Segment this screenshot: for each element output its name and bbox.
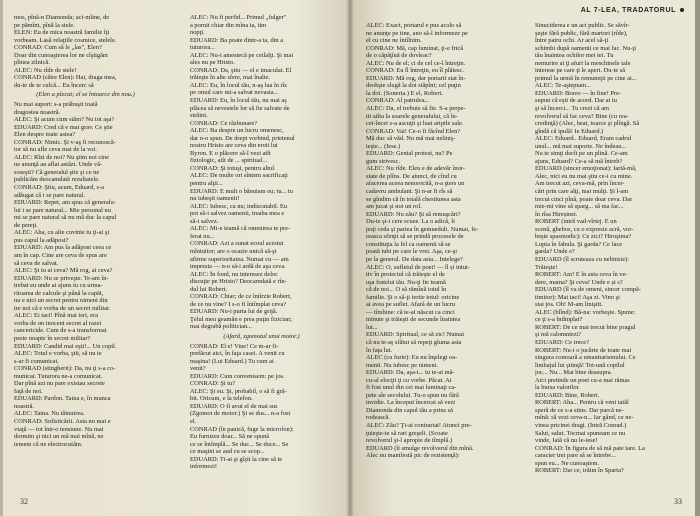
text-line: că de noi... O să rămînă totul în bbox=[366, 286, 447, 294]
text-line: bit. Oricum, e la telefon. bbox=[190, 395, 253, 403]
text-line: trebat eu unde ai ajuns tu cu urma- bbox=[14, 282, 103, 290]
text-line: cări prin care alţi, mai mulţi. Și l-am bbox=[535, 188, 629, 196]
text-line: străini. bbox=[190, 112, 208, 120]
text-line: adăugat că i se pare natural. bbox=[14, 191, 85, 199]
text-line: reasca sfinţit să se prindă procesele de bbox=[366, 233, 464, 241]
text-line: noastră. bbox=[14, 402, 35, 410]
text-line: în rîsa Hireșinei. bbox=[535, 210, 578, 218]
text-line: spun eu... Ne cunoaştem. bbox=[535, 459, 600, 467]
right-page-column-2 bbox=[535, 22, 680, 475]
text-line: ALEC: Eu, în locul tău, n-aş lua în rîs bbox=[190, 81, 287, 89]
text-line: fi fost unul din cei mai luminaţi ca- bbox=[366, 384, 457, 392]
text-line: tuturora... bbox=[190, 44, 216, 52]
text-line: nemurire ai ţi afuri la meschinele tale bbox=[535, 59, 631, 67]
text-line: EDUARD: Am pus la adăpost ceea ce bbox=[14, 244, 112, 252]
text-line: ALEC (cu furie): Eu nu înţelegi oa- bbox=[366, 354, 458, 362]
text-line: Aici pretinde un poet cu-a mai rămas bbox=[535, 376, 630, 384]
text-line: pîinea zilnică. bbox=[14, 59, 50, 67]
text-line: Mă duc să văd. Nu mă mai neliniş- bbox=[366, 135, 456, 143]
text-line: uşa fratelui tău. Nu-ţi fie teamă bbox=[366, 278, 446, 286]
text-line: dar n-o spun. De drept vorbind, prietenul bbox=[190, 134, 295, 142]
text-line: tău înaintea ochilor mei tei. Tu bbox=[535, 52, 614, 60]
text-line: dormim şi nici un mă mai mînă, ne bbox=[14, 433, 104, 441]
text-line: ALEC (blînd): Bă-na: vorbeşte. Spune: bbox=[535, 308, 636, 316]
text-line: EDUARD: Pardon. Taina e, în munca bbox=[14, 395, 111, 403]
text-line: ALEC: O, sufletul de poet! — îl și intui- bbox=[366, 263, 470, 271]
text-line: (Elen a plecat; el se întoarce din nou.) bbox=[36, 91, 135, 99]
text-line: tre noi că e vorba de un secret militar. bbox=[14, 304, 111, 312]
text-line: plăcea să nevestele lor să fie salvate de bbox=[190, 104, 290, 112]
text-line: ales nu pe Hristo. bbox=[190, 59, 235, 67]
text-line: ALEC: Nu rîde. Eleu e de adevăr înor- bbox=[366, 165, 465, 173]
text-line: venit? bbox=[190, 365, 206, 373]
text-line: pe la general. De data asta... Intelege? bbox=[366, 255, 463, 263]
text-line: ROBERT: De ce mai trecut bine pragul bbox=[535, 323, 636, 331]
text-line: ALEC: Şi acum cum stăm? Nu tot aşa? bbox=[14, 116, 115, 124]
text-line: ritoarea de calcule şi până la capăt, bbox=[14, 289, 104, 297]
text-line: şeşte fără public, fără martori (rîde), bbox=[535, 29, 628, 37]
text-line: cet-încet s-a ascuţit şi luat aripile sale. bbox=[366, 120, 464, 128]
text-line: publicăm deocamdată rezultatele. bbox=[14, 176, 100, 184]
text-line: am în cap. Cine are ceva de spus are bbox=[14, 251, 107, 259]
text-line: Elen despre toate astea? bbox=[14, 131, 76, 139]
text-line: du-te de te culcă... Eu încerc să bbox=[14, 81, 94, 89]
text-line: ai avea pe suflet. Afară de un lucru bbox=[366, 301, 456, 309]
text-line: Alec, nici eu nu mai ştiu ce-i cu mine. bbox=[535, 172, 633, 180]
text-line: cancericide. Cum de s-a transformat bbox=[14, 327, 107, 335]
text-line: revolverul să fac ceva? Bine (cu rea- bbox=[535, 112, 629, 120]
text-line: Eu furnizez doar... Să ne spună bbox=[190, 433, 270, 441]
text-line: mie-mi vine să sparg... să ma fac... bbox=[535, 203, 624, 211]
text-line: Du-te şi-i cere scuze. La o adică, îi bbox=[366, 218, 455, 226]
text-line: mînă: să vezi ceva-n... Iar gând, ce ne- bbox=[535, 414, 634, 422]
text-line: CONRAD: Vai! Ce-o fi făcînd Elen? bbox=[366, 127, 461, 135]
text-line: ALEC: Mi-e teamă că omenirea te pre- bbox=[190, 225, 291, 233]
text-line: de o căpăţînă de dovleac? bbox=[366, 52, 432, 60]
text-line: nu iubeşti oamenii! bbox=[190, 195, 240, 203]
text-line: CONRAD (stingherit): Da, nu ţi s-a co- bbox=[14, 365, 116, 373]
text-line: EDUARD: Spiritual, ce să zic! Numai bbox=[366, 331, 464, 339]
text-line: state de plîns. De atunci, de cînd cu bbox=[366, 172, 457, 180]
text-line: CONRAD: Ştiu, acum, Eduard, s-a bbox=[14, 184, 104, 192]
text-line: EDUARD: Da, aşa-i... tu te-ai mă- bbox=[366, 369, 455, 377]
text-line: EDUARD (îl va de omeni, sincer compă- bbox=[535, 286, 641, 294]
text-line: dere, mama? Şi ceva! Unde e și s? bbox=[535, 278, 623, 286]
text-line: pus capul la adăpost? bbox=[14, 236, 69, 244]
text-line: ROBERT (intră vad-vîrtej. E un bbox=[535, 218, 617, 226]
text-line: caracter trei pare să se întrebe... bbox=[535, 452, 616, 460]
text-line: deobşte slugă la doi stăpîni; cel puţin bbox=[366, 82, 461, 90]
text-line: CONRAD: Chiar; de ce întîrzie Robert, bbox=[190, 293, 292, 301]
text-line: EDUARD (sincer emoţionat): Iartă-mă, bbox=[535, 165, 637, 173]
text-line: ROBERT: Dar ce, trăim în Sparta? bbox=[535, 467, 624, 475]
text-line: unul... mă mai suporte. Ne îndeau... bbox=[535, 142, 627, 150]
text-line: EDUARD: Genial protest, nu? Pe bbox=[366, 150, 453, 158]
text-line: CONRAD (în panică, fuge la microfon): bbox=[190, 425, 294, 433]
text-line: ALEC: De multe ori sîntem sacrificaţi bbox=[190, 172, 288, 180]
text-line: ROBERT: Nu-i o jucărie de toate mai bbox=[535, 346, 632, 354]
text-line: EDUARD: Eu, în locul tău, nu mai aş bbox=[190, 97, 287, 105]
text-line: ALEC: Iubesc, ca nu; indiscutabil. Eu bbox=[190, 202, 288, 210]
text-line: EDUARD: Bravo — în fine! Pre- bbox=[535, 89, 622, 97]
text-line: primul la urmă în remuneţii pe cine ai... bbox=[535, 74, 637, 82]
text-line: ajuns, Eduard? Ce-a să mă întreb? bbox=[535, 157, 623, 165]
text-line: Dar pînă azi nu pare existau secrete bbox=[14, 380, 105, 388]
text-line: CONRAD: Cum să le „las", Elen? bbox=[14, 44, 102, 52]
text-line: poţi ceda şi partea în gemueduli. Numai, fe- bbox=[366, 225, 479, 233]
text-line: ne anunţă an aflat astăzi. Unde vă- bbox=[14, 161, 103, 169]
text-line: lui... bbox=[366, 323, 378, 331]
text-line: menii. Nu iubesc pe nimeni. bbox=[366, 361, 439, 369]
text-line: tor să nu afle ceva mai de la voi. bbox=[14, 146, 97, 154]
text-line: Trăieşte! bbox=[535, 263, 558, 271]
text-line: Salut, salut. Tocmai spuneam ce nu bbox=[535, 429, 626, 437]
text-line: schimbi după oamenii ce mai fac. Nu-ţi bbox=[535, 44, 636, 52]
text-line: EDUARD: O fi avut el de mai sus bbox=[190, 402, 278, 410]
text-line: CONRAD: Da, ştiu — el e imaculat. El bbox=[190, 66, 292, 74]
text-line: ALEC: Şi eu. Şi, probabil, o să fi gră- bbox=[190, 387, 287, 395]
text-line: CONRAD: Ce răzbunare? bbox=[190, 119, 258, 127]
text-line: EDUARD: Repet, am spus că generalu- bbox=[14, 199, 116, 207]
text-line: EDUARD: Nu-i purta lui de grijă. bbox=[190, 308, 278, 316]
text-line: gum strivesc. bbox=[366, 157, 401, 165]
text-line: EDUARD: E mult o bănuiam eu; tu... tu bbox=[190, 187, 293, 195]
text-line: ALEC: Ei taci! Pînă mai ieri, era bbox=[14, 312, 98, 320]
text-line: EDUARD: Cum convenisem: pe jos. bbox=[190, 372, 285, 380]
text-line: pete ale secolului. Tu-o spun nu fără bbox=[366, 391, 459, 399]
text-line: ALEC: Nu de el; ci de cel ce-l întreţin. bbox=[366, 59, 466, 67]
text-line: că nu te-aş sfătui să repeţi gluma asta bbox=[366, 338, 462, 346]
text-line: EDUARD: Nu zău? Şi să remuşcări? bbox=[366, 210, 461, 218]
text-line: Am trecut azi, ceva-mă, prin încer- bbox=[535, 180, 625, 188]
text-line: soseşti? Că generalul ştie şi ce ne bbox=[14, 168, 100, 176]
text-line: nopţi. bbox=[190, 29, 205, 37]
text-line: tiv în proiectul că trăieşte el de bbox=[366, 271, 445, 279]
text-line: EDUARD: Bine, Robert. bbox=[535, 391, 600, 399]
text-line: maşina! (Lui Eduard.) Tu cum ai bbox=[190, 357, 274, 365]
text-line: peste noapte în secret militar? bbox=[14, 334, 91, 342]
text-line: gîndă că ipulă! Ie Eduard.) bbox=[535, 127, 604, 135]
text-line: el cu cine ne întîlnim. bbox=[366, 37, 422, 45]
text-line: singura comoară a umanitarismului. Ce bbox=[535, 354, 636, 362]
text-line: discuţie pe Hristo? Deocamdată e rîn- bbox=[190, 278, 287, 286]
text-line: Doar din cunoaşterea lor ne cîştigăm bbox=[14, 51, 108, 59]
text-line: el. bbox=[190, 417, 197, 425]
text-line: CONRAD: Mă, cap luminat, ţi-e frică bbox=[366, 44, 464, 52]
text-line: limbajul lui ştiinţă! Tot-ună copilul bbox=[535, 361, 625, 369]
text-line: afacerea aceea nenorocită, n-a şters un bbox=[366, 180, 465, 188]
text-line: ne anunţe pe tine, ano să-l informeze pe bbox=[366, 29, 468, 37]
text-line: pentru alţii... bbox=[190, 180, 223, 188]
left-page-column-1 bbox=[14, 14, 157, 448]
text-line: CONRAD: Sofisticării. Asta nu mai e bbox=[14, 417, 111, 425]
text-line: (Zgomot de motor.) Şi se dus... n-a fost bbox=[190, 410, 291, 418]
text-line: ALEC: Zău? Ţi-ai contrariat! Atunci pre- bbox=[366, 421, 472, 429]
text-line: impresia — n-o să-i ardă de aşa ceva. bbox=[190, 263, 286, 271]
text-line: Diamonda din capul tău a prins să bbox=[366, 406, 453, 414]
text-line: ţuieşte-te să rari greşeli. (Scoate bbox=[366, 429, 448, 437]
text-line: EDUARD (îl scruteaza cu neliniste): bbox=[535, 255, 630, 263]
text-line: EDUARD: Cred că e mai grav. Ce ştie bbox=[14, 123, 113, 131]
running-header bbox=[581, 7, 684, 14]
text-line: speră de ce s-a stins. Dar parcă ne- bbox=[535, 406, 624, 414]
right-page-column-1 bbox=[366, 22, 511, 460]
text-line: ALEC: Exact, portarul e pus acolo să bbox=[366, 22, 462, 29]
book-gutter bbox=[346, 0, 354, 516]
text-line: CONRAD: Azi a sunat ecoul acestui bbox=[190, 240, 284, 248]
text-line: vorbeam. Lasă relaţiile cosmice, stelele. bbox=[14, 36, 117, 44]
text-line: mai degrabă politician... bbox=[190, 323, 252, 331]
text-line: între patru ochi. Ar acel să-ţi bbox=[535, 37, 609, 45]
right-page-number: 33 bbox=[674, 497, 682, 506]
text-line: Nu mai suport: s-a prăbuşit toată bbox=[14, 101, 98, 109]
text-line: afirme superioritatea. Numai cu — am bbox=[190, 255, 289, 263]
text-line: mos, pînă-n Diamonda; aci-mîine, de bbox=[14, 14, 110, 21]
text-line: CONRAD: El e! Vine! Ce m-ar fi- bbox=[190, 342, 279, 350]
text-line: teşte... (Iese.) bbox=[366, 142, 401, 150]
text-line: (Afară, zgomotul unui motor.) bbox=[223, 332, 300, 340]
text-line: joc... Nu... Mai bine deasupra. bbox=[535, 369, 613, 377]
text-line: rodească. bbox=[366, 414, 390, 422]
text-line: Alec nu manifestă pic de rezistenţă): bbox=[366, 452, 460, 460]
text-line: CONRAD: Eu îl întreţin, eu îl plătesc. bbox=[366, 67, 464, 75]
text-line: ALEC: Aha, cu alte cuvinte tu ţi-ai şi bbox=[14, 229, 110, 237]
text-line: să ceva de salvat. bbox=[14, 259, 59, 267]
text-line: ROBERT: Aha... Pentru că veni tatăl bbox=[535, 399, 629, 407]
text-line: ALEC: Eduard.. Eduard, Eram cadrul bbox=[535, 135, 632, 143]
text-line: CONRAD: Şi tu? bbox=[190, 380, 236, 388]
text-line: supun că eşti de acord. Dar ai tu bbox=[535, 97, 617, 105]
text-line: CONRAD (către Elen): Hai, draga mea, bbox=[14, 74, 117, 82]
text-line: informezi! bbox=[190, 463, 217, 471]
text-line: stai jos. Oh! M-am liniştit. bbox=[535, 301, 603, 309]
text-line: ROBERT: Am! E în asta ceva în ve- bbox=[535, 271, 628, 279]
left-page-number: 32 bbox=[20, 497, 28, 506]
text-line: se gîndim că în totală chestiunea asta bbox=[366, 195, 461, 203]
text-line: ALEC: Nu rîde de stele! bbox=[14, 66, 77, 74]
text-line: — tîmbine: că te-ai născut ca cinci bbox=[366, 308, 455, 316]
page-edge-right bbox=[695, 0, 700, 516]
text-line: a pornit chiar din mîna ta, tim bbox=[190, 21, 267, 29]
text-line: CONRAD: Şi totuşi, pentru altul. bbox=[190, 164, 276, 172]
text-line: lui i se pare natural... Mie personal nu bbox=[14, 206, 111, 214]
text-line: şi mă calomniezi? bbox=[535, 331, 582, 339]
text-line: ce maşini se aud cu se scop... bbox=[190, 448, 265, 456]
text-line: timitor): Mai taci! Aşa zi. Vino şi bbox=[535, 293, 620, 301]
text-line: EDUARD (îi smulge revolverul din mînă. bbox=[366, 444, 474, 452]
text-line: trăieşte în alte sfere, mai înalte. bbox=[190, 74, 271, 82]
text-line: s-ar fi comunicat. bbox=[14, 357, 59, 365]
text-line: CONRAD: Al patrulea... bbox=[366, 97, 430, 105]
text-line: dragostea noastră. bbox=[14, 108, 61, 116]
text-line: ALEC: În fond, nu interesez deloc bbox=[190, 270, 279, 278]
text-line: vinde, Iată că nu le-iese! bbox=[535, 437, 598, 445]
text-line: la bursa valorilor. bbox=[535, 384, 580, 392]
text-line: ALEC: Nu fi perfid... Primul „fulger" bbox=[190, 14, 287, 21]
text-line: ALEC: Da, el trebuie să fie. S-a perpe- bbox=[366, 105, 466, 113]
text-line: beşte spasmodic): Ce zici? Hiroşima? bbox=[535, 233, 632, 241]
text-line: Nu te simţi decît pe un plină. Ce-am bbox=[535, 150, 628, 158]
text-line: în faţa lui. bbox=[366, 346, 393, 354]
text-line: ALEC: Rîzi de noi? Nu ştim noi cine bbox=[14, 153, 109, 161]
text-line: de pereţi. bbox=[14, 221, 38, 229]
text-line: garda? Unde e? bbox=[535, 248, 575, 256]
text-line: EDUARD: Candid mai eşti!... Un copil. bbox=[14, 342, 117, 350]
text-line: credinţă) (Alec, beat, toarce şi plîngă. Să bbox=[535, 120, 640, 128]
text-line: cu-al elocţii ţi cu vorbe. Păcat. Ai bbox=[366, 376, 452, 384]
text-line: dul lui Robert. bbox=[190, 285, 228, 293]
text-line: ALEC: Totul e vorba, ştii, să nu te bbox=[14, 350, 102, 358]
text-line: scenă, ghebos, cu o expresie acră, vor- bbox=[535, 225, 634, 233]
text-line: Lupta în fabula. Şi garda? Ce face bbox=[535, 240, 623, 248]
text-line: cadavru ambulant. Şi n-ar fi rîs să bbox=[366, 188, 453, 196]
text-line: să-i salvez. bbox=[190, 217, 219, 225]
text-line: poată iubi pe care le vrei. Aşa, ce-şi bbox=[366, 248, 458, 256]
text-line: viaţă — tot într-o tensiune. Nu mai bbox=[14, 425, 104, 433]
text-line: tit atîta la soarele generalului, că în- bbox=[366, 112, 458, 120]
text-line: vorba de un inocent secret al razei bbox=[14, 319, 102, 327]
text-line: mîntuitor; are o ocazie unică să-şi bbox=[190, 247, 277, 255]
page-edge-left bbox=[0, 0, 3, 516]
text-line: EDUARD: Ce trece? bbox=[535, 338, 589, 346]
text-line: EDUARD: Ba poate dintr-a ta, din a bbox=[190, 36, 284, 44]
text-line: nostru Hristo are ceva din eroii lui bbox=[190, 142, 278, 150]
text-line: EDUARD: Ti-ai şi gîşit la cine să te bbox=[190, 455, 283, 463]
text-line: CONRAD: Nimic. Şi v-aş fi recunoscă- bbox=[14, 138, 116, 146]
text-line: ALEC: Şi tu ai ceva? Mă rog, ai ceva? bbox=[14, 267, 113, 275]
text-line: am jucat şi noi un rol. bbox=[366, 203, 422, 211]
text-line: CONRAD: În figura de să mă pate tare. La bbox=[535, 444, 645, 452]
text-line: mi se pare natural să nu mă duc la capul bbox=[14, 214, 117, 222]
text-line: ALEC: Nu-i amestecă pe ceilalţi. Şi mai bbox=[190, 51, 294, 59]
running-header-title: AL 7-LEA, TRADATORUL bbox=[580, 7, 676, 14]
text-line: şi să încerci... Tu crezi că am bbox=[535, 105, 610, 113]
text-line: ALEC: Ba despre un lucru omenesc, bbox=[190, 127, 284, 135]
text-line: faţă de noi. bbox=[14, 387, 43, 395]
text-line: constituţia la fel ca oamenii să se bbox=[366, 240, 451, 248]
text-line: fiziologic, atît de ... spiritual... bbox=[190, 157, 268, 165]
text-line: trecut cinci pînă, poate doar ceva. Dar bbox=[535, 195, 633, 203]
text-line: ferat nu... bbox=[190, 232, 215, 240]
text-line: la doi. (Soneria.) E el, Robert. bbox=[366, 89, 443, 97]
text-line: prefăcut aici, în faţa casei. A venit cu bbox=[190, 350, 285, 358]
text-line: nu e nici un secret pentru nimeni din bbox=[14, 297, 108, 305]
text-line: Ţelul meu geamăn e prea puţin fizician; bbox=[190, 315, 292, 323]
bullet-icon bbox=[680, 8, 684, 12]
text-line: invidie. La început încercai să vezi bbox=[366, 399, 456, 407]
text-line: EDUARD: Nu se priveşte. Te-am în- bbox=[14, 274, 109, 282]
text-line: ce ţi s-a întîmplat? bbox=[535, 316, 583, 324]
text-line: temem că ne electrocutăm. bbox=[14, 440, 83, 448]
text-line: ELEN: Eu de mica noastră familie îţi bbox=[14, 29, 110, 37]
text-line: pe pămînt, pînă la stele. bbox=[14, 21, 75, 29]
left-page-column-2 bbox=[190, 14, 333, 471]
text-line: Byron. E o plăcere să-l vezi atît bbox=[190, 149, 271, 157]
text-line: interese pe care ţi le aperi. Du-te să bbox=[535, 67, 626, 75]
text-line: pot să-i salvez oamenii, treaba mea e bbox=[190, 210, 285, 218]
text-line: familie. Şi o să-ţi iertie totul: oricine bbox=[366, 293, 460, 301]
text-line: revolverul şi-l apropie de tîmplă.) bbox=[366, 437, 453, 445]
text-line: Sinuciderea e un act public. Se săvîr- bbox=[535, 22, 630, 29]
text-line: municat. Tuturora ne-a comunicat. bbox=[14, 372, 103, 380]
text-line: minute şi trăieşti de secunde înaintea bbox=[366, 316, 461, 324]
text-line: de ce nu vine? I s-o fi întîmplat ceva? bbox=[190, 300, 287, 308]
text-line: ce se întîmplă... Se duc... Se duce... Se bbox=[190, 440, 289, 448]
text-line: ALEC: Te-aşteptam... bbox=[535, 82, 591, 90]
right-page bbox=[350, 0, 700, 516]
text-line: EDUARD: Mă rog, dar portarii stat în- bbox=[366, 74, 466, 82]
text-line: vinea pricinei dragi. (Intră Conrad.) bbox=[535, 421, 627, 429]
text-line: ALEC: Taina. Nu tăinuirea. bbox=[14, 410, 85, 418]
text-line: pe omul care mi-a salvat nevasta... bbox=[190, 89, 279, 97]
